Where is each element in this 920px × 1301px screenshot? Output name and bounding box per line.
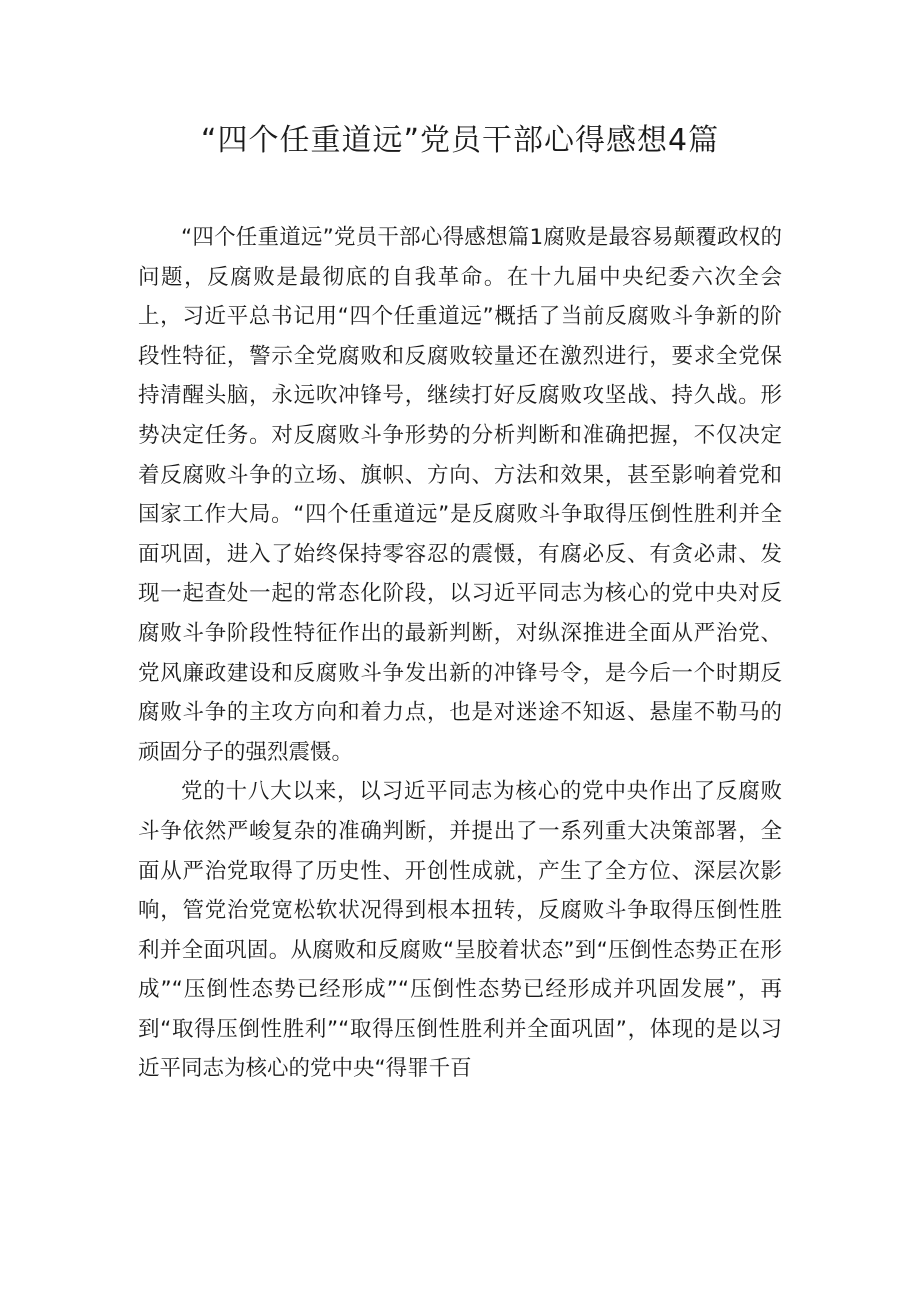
document-title: “四个任重道远”党员干部心得感想4篇 <box>200 123 720 158</box>
body-paragraph-1: “四个任重道远”党员干部心得感想篇1腐败是最容易颠覆政权的问题，反腐败是最彻底的自我革命。在十九届中央纪委六次全会上，习近平总书记用“四个任重道远”概括了当前反腐败斗争新的阶段性特征，警示全党腐败和反腐败较量还在激烈进行，要求全党保持清醒头脑，永远吹冲锋号，继续打好反腐败攻坚战、持久战。形势决定任务。对反腐败斗争形势的分析判断和准确把握，不仅决定着反腐败斗争的立场、旗帜、方向、方法和效果，甚至影响着党和国家工作大局。“四个任重道远”是反腐败斗争取得压倒性胜利并全面巩固，进入了始终保持零容忍的震慑，有腐必反、有贪必肃、发现一起查处一起的常态化阶段，以习近平同志为核心的党中央对反腐败斗争阶段性特征作出的最新判断，对纵深推进全面从严治党、党风廉政建设和反腐败斗争发出新的冲锋号令，是今后一个时期反腐败斗争的主攻方向和着力点，也是对迷途不知返、悬崖不勒马的顽固分子的强烈震慑。 <box>138 225 782 765</box>
document-body <box>138 218 782 1089</box>
body-paragraph-2: 党的十八大以来，以习近平同志为核心的党中央作出了反腐败斗争依然严峻复杂的准确判断，并提出了一系列重大决策部署，全面从严治党取得了历史性、开创性成就，产生了全方位、深层次影响，管党治党宽松软状况得到根本扭转，反腐败斗争取得压倒性胜利并全面巩固。从腐败和反腐败“呈胶着状态”到“压倒性态势正在形成”“压倒性态势已经形成”“压倒性态势已经形成并巩固发展”，再到“取得压倒性胜利”“取得压倒性胜利并全面巩固”，体现的是以习近平同志为核心的党中央“得罪千百 <box>138 779 782 1082</box>
